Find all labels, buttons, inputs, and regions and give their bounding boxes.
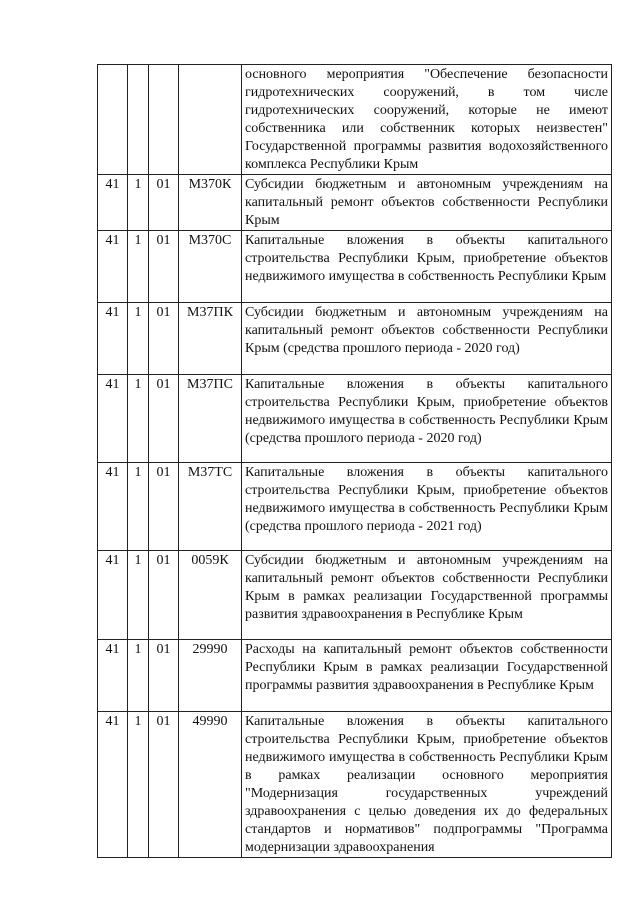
cell-description: Капитальные вложения в объекты капитального строительства Республики Крым, приобретение объектов недвижимого имущества в собственность Республики Крым (средства прошлого периода - 2020 год) bbox=[242, 375, 612, 463]
table-row bbox=[98, 375, 612, 463]
cell-col2: 1 bbox=[128, 640, 149, 712]
cell-col3: 01 bbox=[149, 551, 179, 640]
cell-col2: 1 bbox=[128, 712, 149, 858]
cell-code: М37ПС bbox=[179, 375, 242, 463]
cell-col1: 41 bbox=[98, 303, 128, 375]
table-row bbox=[98, 463, 612, 551]
cell-col1: 41 bbox=[98, 375, 128, 463]
cell-code bbox=[179, 65, 242, 175]
budget-classification-table bbox=[97, 64, 612, 858]
cell-code: М370С bbox=[179, 231, 242, 303]
cell-description: Субсидии бюджетным и автономным учреждениям на капитальный ремонт объектов собственности Республики Крым (средства прошлого периода - 2020 год) bbox=[242, 303, 612, 375]
cell-col2: 1 bbox=[128, 175, 149, 231]
cell-col1: 41 bbox=[98, 175, 128, 231]
cell-col3 bbox=[149, 65, 179, 175]
cell-col2 bbox=[128, 65, 149, 175]
cell-col2: 1 bbox=[128, 303, 149, 375]
cell-description: Расходы на капитальный ремонт объектов собственности Республики Крым в рамках реализации Государственной программы развития здравоохранения в Республике Крым bbox=[242, 640, 612, 712]
table-row bbox=[98, 303, 612, 375]
cell-code: М37ТС bbox=[179, 463, 242, 551]
cell-col3: 01 bbox=[149, 712, 179, 858]
cell-code: 49990 bbox=[179, 712, 242, 858]
table-row bbox=[98, 231, 612, 303]
cell-col2: 1 bbox=[128, 463, 149, 551]
cell-col3: 01 bbox=[149, 231, 179, 303]
cell-col2: 1 bbox=[128, 375, 149, 463]
cell-description: Капитальные вложения в объекты капитального строительства Республики Крым, приобретение объектов недвижимого имущества в собственность Республики Крым в рамках реализации основного мероприятия "Модернизация государственных учреждений здравоохранения с целью доведения их до федеральных стандартов и нормативов" подпрограммы "Программа модернизации здравоохранения bbox=[242, 712, 612, 858]
cell-col1 bbox=[98, 65, 128, 175]
cell-description: основного мероприятия "Обеспечение безопасности гидротехнических сооружений, в том числе гидротехнических сооружений, которые не имеют собственника или собственник которых неизвестен" Государственной программы развития водохозяйственного комплекса Республики Крым bbox=[242, 65, 612, 175]
cell-code: М370К bbox=[179, 175, 242, 231]
cell-col3: 01 bbox=[149, 375, 179, 463]
cell-col3: 01 bbox=[149, 303, 179, 375]
cell-col1: 41 bbox=[98, 551, 128, 640]
table-row bbox=[98, 712, 612, 858]
table-row bbox=[98, 640, 612, 712]
cell-col1: 41 bbox=[98, 463, 128, 551]
table-row bbox=[98, 175, 612, 231]
cell-description: Капитальные вложения в объекты капитального строительства Республики Крым, приобретение объектов недвижимого имущества в собственность Республики Крым (средства прошлого периода - 2021 год) bbox=[242, 463, 612, 551]
cell-code: 0059К bbox=[179, 551, 242, 640]
cell-description: Субсидии бюджетным и автономным учреждениям на капитальный ремонт объектов собственности Республики Крым bbox=[242, 175, 612, 231]
table-row bbox=[98, 65, 612, 175]
cell-col3: 01 bbox=[149, 175, 179, 231]
cell-col1: 41 bbox=[98, 712, 128, 858]
table-row bbox=[98, 551, 612, 640]
cell-code: 29990 bbox=[179, 640, 242, 712]
cell-description: Капитальные вложения в объекты капитального строительства Республики Крым, приобретение объектов недвижимого имущества в собственность Республики Крым bbox=[242, 231, 612, 303]
cell-col1: 41 bbox=[98, 231, 128, 303]
cell-col3: 01 bbox=[149, 640, 179, 712]
cell-col2: 1 bbox=[128, 551, 149, 640]
cell-col1: 41 bbox=[98, 640, 128, 712]
cell-code: М37ПК bbox=[179, 303, 242, 375]
cell-col3: 01 bbox=[149, 463, 179, 551]
cell-col2: 1 bbox=[128, 231, 149, 303]
cell-description: Субсидии бюджетным и автономным учреждениям на капитальный ремонт объектов собственности Республики Крым в рамках реализации Государственной программы развития здравоохранения в Республике Крым bbox=[242, 551, 612, 640]
